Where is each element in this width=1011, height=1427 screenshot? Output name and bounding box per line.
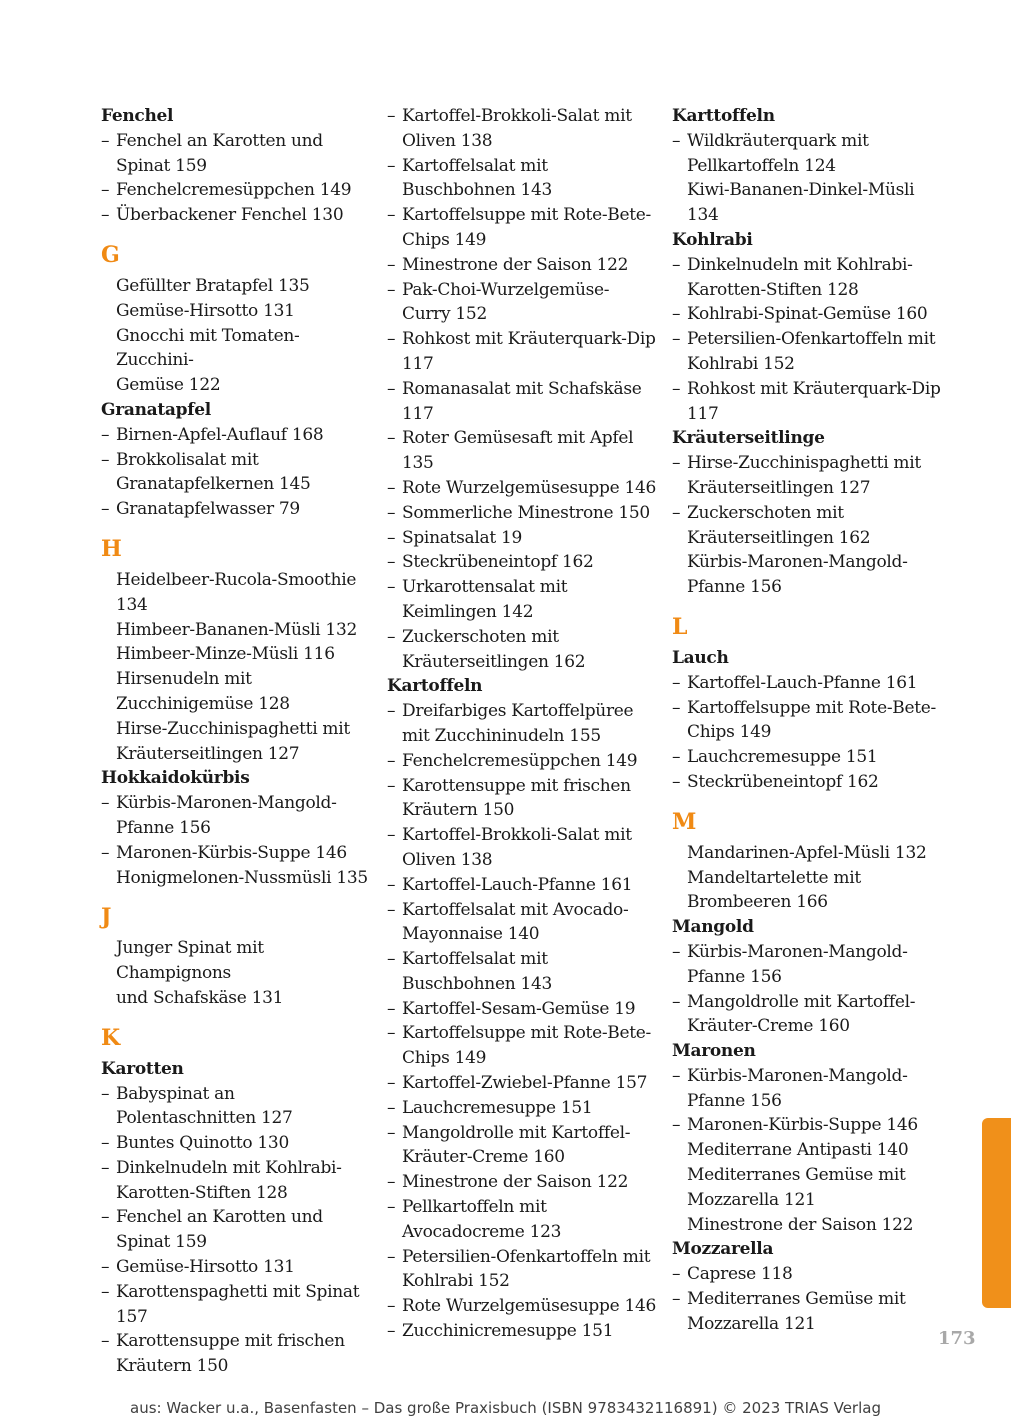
index-subentry: – Dinkelnudeln mit Kohlrabi- Karotten-Stiften 128 — [672, 253, 942, 303]
index-subentry: – Mangoldrolle mit Kartoffel- Kräuter-Creme 160 — [672, 990, 942, 1040]
index-entry: Junger Spinat mit Champignons und Schafskäse 131 — [116, 938, 284, 1008]
index-term: Karotten — [101, 1058, 184, 1079]
index-subentry: – Buntes Quinotto 130 — [101, 1131, 371, 1156]
index-subentry: – Kartoffelsalat mit Buschbohnen 143 — [387, 947, 657, 997]
index-subentry: – Gemüse-Hirsotto 131 — [101, 1255, 371, 1280]
page-number: 173 — [938, 1328, 976, 1349]
index-subentry: – Rote Wurzelgemüsesuppe 146 — [387, 1294, 657, 1319]
index-entry: Gemüse-Hirsotto 131 — [116, 300, 295, 321]
copyright-footer: aus: Wacker u.a., Basenfasten – Das große Praxisbuch (ISBN 9783432116891) © 2023 TRIAS Verlag — [130, 1399, 881, 1417]
index-subentry: – Fenchelcremesüppchen 149 — [387, 749, 657, 774]
index-subentry: – Zuckerschoten mit Kräuterseitlingen 162 — [672, 501, 942, 551]
index-subentry: – Kartoffelsuppe mit Rote-Bete- Chips 149 — [387, 203, 657, 253]
index-entry: Heidelbeer-Rucola-Smoothie 134 — [116, 569, 357, 615]
index-term: Kräuterseitlinge — [672, 428, 825, 449]
index-subentry: – Roter Gemüsesaft mit Apfel 135 — [387, 426, 657, 476]
index-column-3 — [672, 104, 942, 1337]
index-term: Kartoffeln — [387, 676, 483, 697]
index-subentry: – Kürbis-Maronen-Mangold- Pfanne 156 — [672, 940, 942, 990]
index-entry: Hirsenudeln mit Zucchinigemüse 128 — [116, 669, 290, 714]
index-entry: Himbeer-Bananen-Müsli 132 — [116, 619, 357, 640]
index-subentry: – Rote Wurzelgemüsesuppe 146 — [387, 476, 657, 501]
index-subentry: – Zucchinicremesuppe 151 — [387, 1319, 657, 1344]
index-entry: Gefüllter Bratapfel 135 — [116, 275, 310, 296]
index-entry: Honigmelonen-Nussmüsli 135 — [116, 867, 368, 888]
index-entry: Mandeltartelette mit Brombeeren 166 — [687, 867, 861, 913]
index-subentry: – Überbackener Fenchel 130 — [101, 203, 371, 228]
letter-heading: K — [101, 1024, 120, 1051]
index-term: Karttoffeln — [672, 106, 775, 126]
letter-heading: J — [101, 904, 112, 931]
index-subentry: – Kartoffelsalat mit Buschbohnen 143 — [387, 154, 657, 204]
index-term: Maronen — [672, 1041, 756, 1062]
index-entry: Kürbis-Maronen-Mangold- Pfanne 156 — [687, 552, 908, 598]
index-subentry: – Mangoldrolle mit Kartoffel- Kräuter-Creme 160 — [387, 1121, 657, 1171]
index-subentry: – Kartoffel-Sesam-Gemüse 19 — [387, 997, 657, 1022]
chapter-thumb-tab — [982, 1118, 1011, 1308]
index-column-1 — [101, 104, 371, 1379]
index-term: Mangold — [672, 917, 754, 938]
index-entry: Mediterrane Antipasti 140 — [687, 1140, 909, 1161]
index-entry: Mediterranes Gemüse mit Mozzarella 121 — [687, 1165, 906, 1210]
index-subentry: – Karottenspaghetti mit Spinat 157 — [101, 1280, 371, 1330]
index-subentry: – Zuckerschoten mit Kräuterseitlingen 162 — [387, 625, 657, 675]
index-subentry: – Lauchcremesuppe 151 — [672, 745, 942, 770]
index-subentry: – Kartoffel-Zwiebel-Pfanne 157 — [387, 1071, 657, 1096]
index-term: Fenchel — [101, 106, 174, 126]
index-subentry: – Lauchcremesuppe 151 — [387, 1096, 657, 1121]
index-subentry: – Urkarottensalat mit Keimlingen 142 — [387, 575, 657, 625]
index-subentry: – Kartoffel-Brokkoli-Salat mit Oliven 138 — [387, 823, 657, 873]
index-subentry: – Kartoffelsuppe mit Rote-Bete- Chips 149 — [387, 1021, 657, 1071]
index-subentry: – Spinatsalat 19 — [387, 526, 657, 551]
index-term: Kohlrabi — [672, 229, 753, 250]
index-subentry: – Petersilien-Ofenkartoffeln mit Kohlrabi 152 — [387, 1245, 657, 1295]
index-subentry: – Birnen-Apfel-Auflauf 168 — [101, 423, 371, 448]
index-subentry: – Kürbis-Maronen-Mangold- Pfanne 156 — [101, 791, 371, 841]
index-subentry: – Sommerliche Minestrone 150 — [387, 501, 657, 526]
index-subentry: – Maronen-Kürbis-Suppe 146 — [672, 1113, 942, 1138]
index-subentry: – Steckrübeneintopf 162 — [672, 770, 942, 795]
index-term: Lauch — [672, 647, 729, 668]
index-subentry: – Rohkost mit Kräuterquark-Dip 117 — [387, 327, 657, 377]
index-subentry: – Mediterranes Gemüse mit Mozzarella 121 — [672, 1287, 942, 1337]
index-subentry: – Minestrone der Saison 122 — [387, 1170, 657, 1195]
index-entry: Hirse-Zucchinispaghetti mit Kräuterseitlingen 127 — [116, 718, 350, 764]
letter-heading: L — [672, 613, 688, 640]
index-subentry: – Rohkost mit Kräuterquark-Dip 117 — [672, 377, 942, 427]
letter-heading: H — [101, 535, 122, 562]
index-entry: Himbeer-Minze-Müsli 116 — [116, 644, 335, 665]
index-subentry: – Karottensuppe mit frischen Kräutern 150 — [101, 1329, 371, 1379]
index-subentry: – Granatapfelwasser 79 — [101, 497, 371, 522]
index-subentry: – Fenchel an Karotten und Spinat 159 — [101, 129, 371, 179]
index-subentry: – Pak-Choi-Wurzelgemüse- Curry 152 — [387, 278, 657, 328]
index-subentry: – Kartoffel-Lauch-Pfanne 161 — [387, 873, 657, 898]
index-subentry: – Kürbis-Maronen-Mangold- Pfanne 156 — [672, 1064, 942, 1114]
index-term: Mozzarella — [672, 1239, 774, 1260]
index-subentry: – Kohlrabi-Spinat-Gemüse 160 — [672, 302, 942, 327]
index-column-2 — [387, 104, 657, 1344]
index-term: Granatapfel — [101, 399, 211, 420]
index-subentry: – Dreifarbiges Kartoffelpüree mit Zucchininudeln 155 — [387, 699, 657, 749]
index-subentry: – Kartoffelsuppe mit Rote-Bete- Chips 149 — [672, 696, 942, 746]
index-entry: Kiwi-Bananen-Dinkel-Müsli 134 — [687, 180, 915, 226]
letter-heading: G — [101, 241, 120, 268]
index-subentry: – Romanasalat mit Schafskäse 117 — [387, 377, 657, 427]
index-subentry: – Caprese 118 — [672, 1262, 942, 1287]
index-subentry: – Steckrübeneintopf 162 — [387, 550, 657, 575]
index-entry: Gnocchi mit Tomaten-Zucchini- Gemüse 122 — [116, 325, 300, 396]
index-subentry: – Maronen-Kürbis-Suppe 146 — [101, 841, 371, 866]
index-subentry: – Minestrone der Saison 122 — [387, 253, 657, 278]
index-subentry: – Fenchel an Karotten und Spinat 159 — [101, 1205, 371, 1255]
index-subentry: – Wildkräuterquark mit Pellkartoffeln 124 — [672, 129, 942, 179]
index-subentry: – Kartoffel-Lauch-Pfanne 161 — [672, 671, 942, 696]
index-subentry: – Brokkolisalat mit Granatapfelkernen 145 — [101, 448, 371, 498]
index-subentry: – Fenchelcremesüppchen 149 — [101, 178, 371, 203]
index-entry: Minestrone der Saison 122 — [687, 1214, 914, 1235]
index-subentry: – Babyspinat an Polentaschnitten 127 — [101, 1082, 371, 1132]
index-entry: Mandarinen-Apfel-Müsli 132 — [687, 842, 927, 863]
index-subentry: – Kartoffel-Brokkoli-Salat mit Oliven 138 — [387, 104, 657, 154]
index-subentry: – Dinkelnudeln mit Kohlrabi- Karotten-Stiften 128 — [101, 1156, 371, 1206]
letter-heading: M — [672, 808, 697, 835]
index-subentry: – Petersilien-Ofenkartoffeln mit Kohlrabi 152 — [672, 327, 942, 377]
index-term: Hokkaidokürbis — [101, 768, 250, 789]
index-subentry: – Pellkartoffeln mit Avocadocreme 123 — [387, 1195, 657, 1245]
index-subentry: – Kartoffelsalat mit Avocado- Mayonnaise 140 — [387, 898, 657, 948]
index-subentry: – Karottensuppe mit frischen Kräutern 150 — [387, 774, 657, 824]
index-subentry: – Hirse-Zucchinispaghetti mit Kräuterseitlingen 127 — [672, 451, 942, 501]
